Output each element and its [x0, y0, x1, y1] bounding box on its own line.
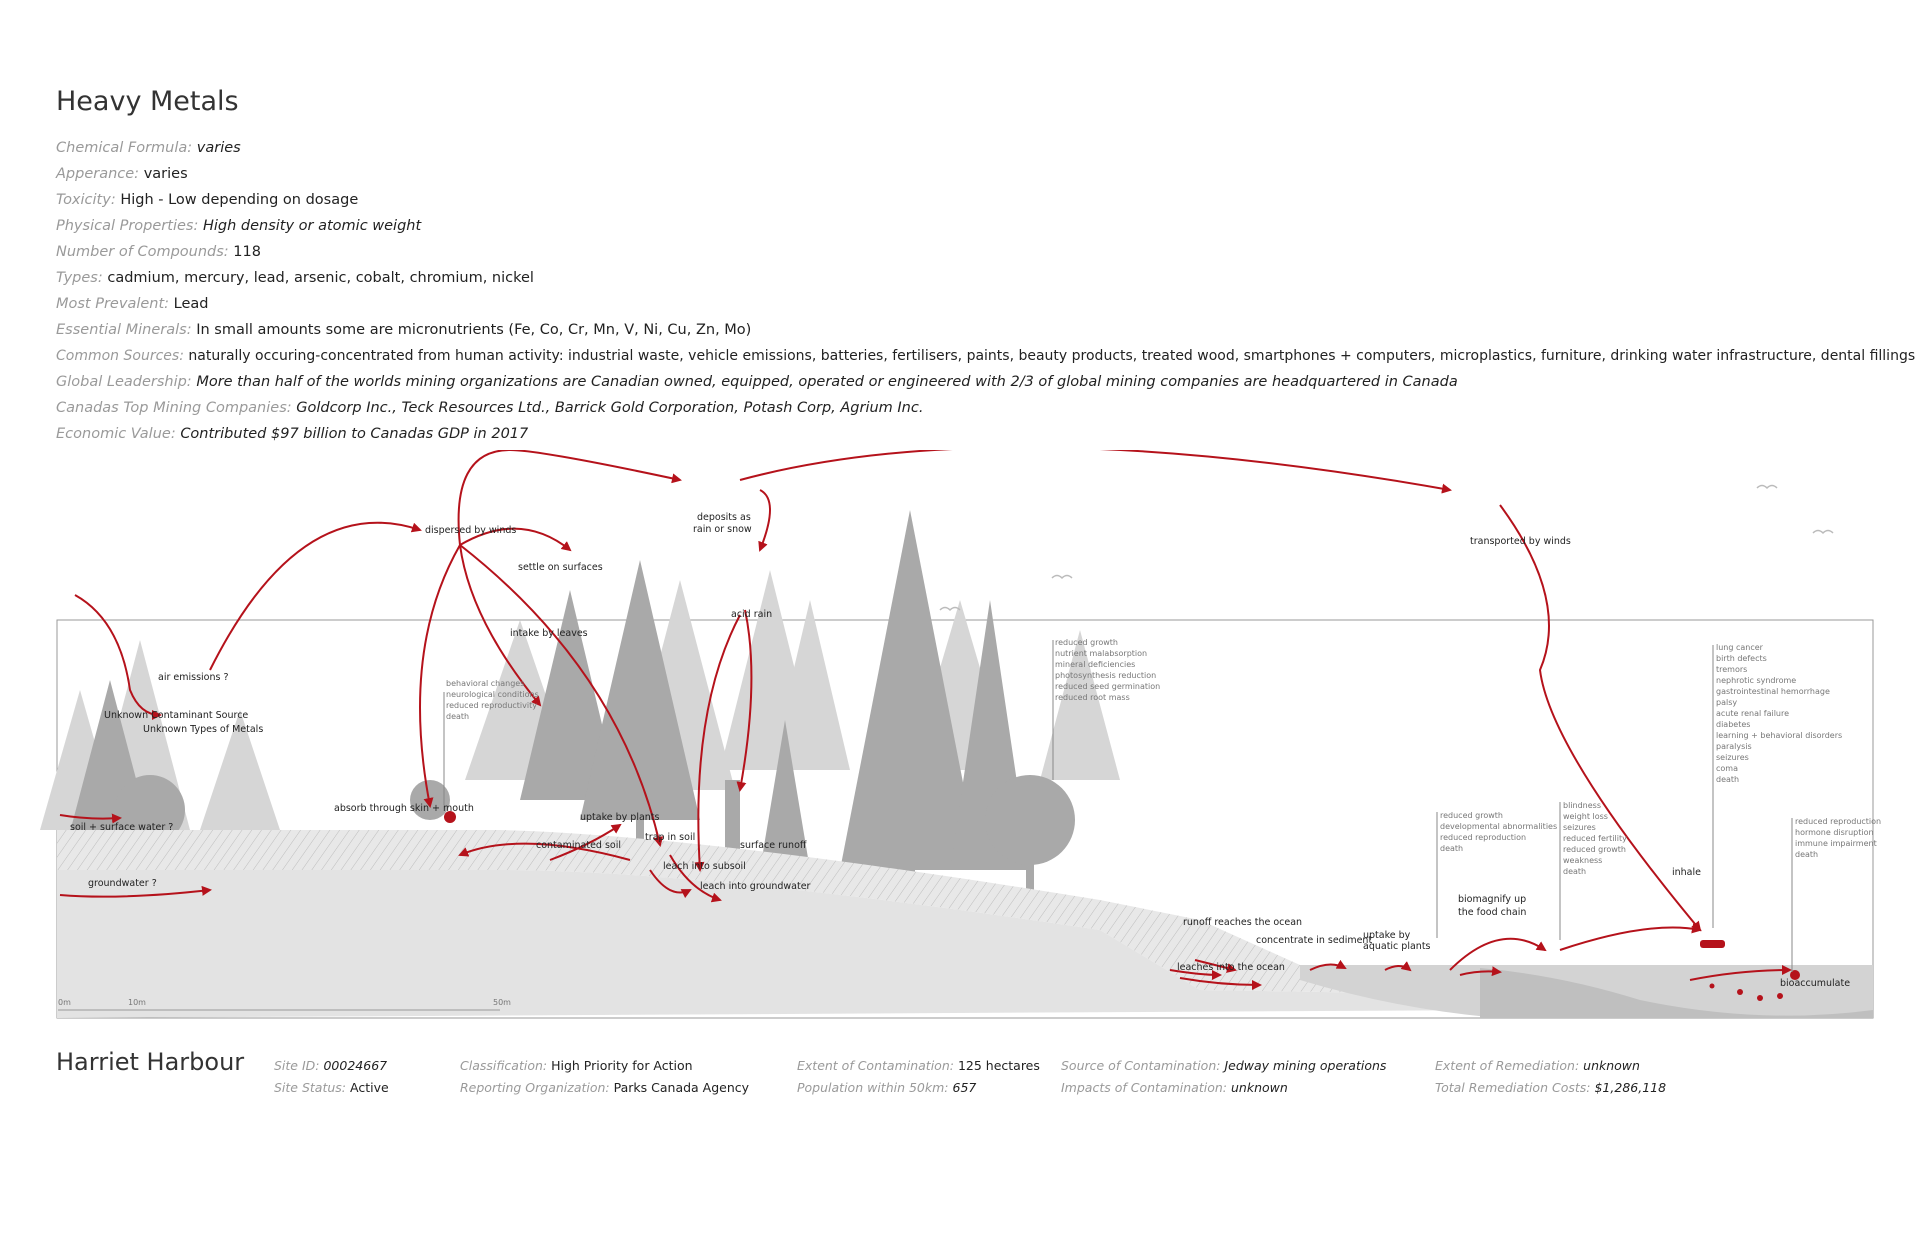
property-key: Apperance:: [56, 166, 140, 182]
label-bioaccumulate: bioaccumulate: [1780, 978, 1851, 989]
field-key: Extent of Contamination:: [797, 1058, 954, 1073]
field-key: Total Remediation Costs:: [1435, 1080, 1591, 1095]
effect-item: reduced fertility: [1563, 834, 1627, 843]
effect-item: weight loss: [1563, 812, 1608, 821]
field-value: Parks Canada Agency: [613, 1080, 750, 1095]
field-key: Reporting Organization:: [460, 1080, 610, 1095]
label-biomagnify-1: biomagnify up: [1458, 894, 1527, 905]
label-runoff-ocean: runoff reaches the ocean: [1183, 917, 1303, 928]
effect-item: reduced reproduction: [1795, 817, 1882, 826]
field-value: 657: [952, 1080, 977, 1095]
effect-item: reduced reproductivity: [446, 701, 537, 710]
effect-item: seizures: [1563, 823, 1596, 832]
effect-item: immune impairment: [1795, 839, 1877, 848]
label-rain-or-snow: rain or snow: [693, 524, 752, 535]
label-leach-subsoil: leach into subsoil: [663, 861, 746, 872]
label-leach-groundwater: leach into groundwater: [700, 881, 811, 892]
effect-item: death: [1440, 844, 1464, 853]
property-value: cadmium, mercury, lead, arsenic, cobalt, chromium, nickel: [107, 270, 534, 286]
site-name: Harriet Harbour: [56, 1048, 245, 1076]
effect-item: reduced growth: [1055, 638, 1118, 647]
property-value: Contributed $97 billion to Canadas GDP in 2017: [180, 426, 529, 442]
effect-item: death: [1716, 775, 1740, 784]
label-leaches-ocean: leaches into the ocean: [1177, 962, 1285, 973]
label-acid-rain: acid rain: [731, 609, 773, 620]
site-remediation-costs: [1435, 1080, 1666, 1095]
effect-item: neurological conditions: [446, 690, 539, 699]
property-toxicity: [56, 187, 1856, 213]
label-unknown-types: Unknown Types of Metals: [143, 724, 264, 735]
field-value: unknown: [1230, 1080, 1288, 1095]
label-trap-in-soil: trap in soil: [645, 832, 696, 843]
field-key: Classification:: [460, 1058, 548, 1073]
effect-item: learning + behavioral disorders: [1716, 731, 1843, 740]
label-groundwater: groundwater ?: [88, 878, 157, 889]
label-soil-surface-water: soil + surface water ?: [70, 822, 174, 833]
effect-item: seizures: [1716, 753, 1749, 762]
label-dispersed-by-winds: dispersed by winds: [425, 525, 517, 536]
effect-item: reduced reproduction: [1440, 833, 1527, 842]
property-value: varies: [143, 166, 188, 182]
effect-item: tremors: [1716, 665, 1748, 674]
field-value: High Priority for Action: [551, 1058, 693, 1073]
label-uptake-aquatic-2: aquatic plants: [1363, 941, 1431, 952]
effect-item: developmental abnormalities: [1440, 822, 1558, 831]
scale-label-50: 50m: [493, 998, 511, 1007]
site-remediation-extent: [1435, 1058, 1640, 1073]
property-economic: [56, 421, 1856, 447]
field-value: unknown: [1583, 1058, 1640, 1073]
effect-item: paralysis: [1716, 742, 1752, 751]
effect-item: lung cancer: [1716, 643, 1763, 652]
effect-item: blindness: [1563, 801, 1601, 810]
effect-item: death: [1563, 867, 1587, 876]
effect-item: mineral deficiencies: [1055, 660, 1136, 669]
effect-item: reduced root mass: [1055, 693, 1130, 702]
property-prevalent: [56, 291, 1856, 317]
properties-list: [56, 135, 1916, 447]
label-unknown-source: Unknown Contaminant Source: [104, 710, 249, 721]
page-title: Heavy Metals: [56, 86, 239, 117]
effect-item: nephrotic syndrome: [1716, 676, 1797, 685]
effect-item: death: [1795, 850, 1819, 859]
property-key: Essential Minerals:: [56, 322, 192, 338]
property-appearance: [56, 161, 1856, 187]
property-key: Physical Properties:: [56, 218, 199, 234]
property-companies: [56, 395, 1856, 421]
site-impacts: [1061, 1080, 1288, 1095]
property-value: Lead: [173, 296, 209, 312]
field-value: $1,286,118: [1594, 1080, 1667, 1095]
property-key: Toxicity:: [56, 192, 116, 208]
site-population: [797, 1080, 976, 1095]
bird-icon: [940, 486, 1833, 611]
label-inhale: inhale: [1672, 867, 1701, 878]
field-key: Impacts of Contamination:: [1061, 1080, 1227, 1095]
property-physical: [56, 213, 1856, 239]
field-key: Site Status:: [274, 1080, 347, 1095]
property-value: More than half of the worlds mining organizations are Canadian owned, equipped, operated or engineered with 2/3 of global mining companies are headquartered in Canada: [196, 374, 1458, 390]
scale-label-10: 10m: [128, 998, 146, 1007]
effects-humans: [1716, 643, 1842, 784]
effect-item: palsy: [1716, 698, 1738, 707]
effect-item: reduced growth: [1440, 811, 1503, 820]
field-value: Jedway mining operations: [1224, 1058, 1387, 1073]
property-key: Canadas Top Mining Companies:: [56, 400, 292, 416]
label-intake-by-leaves: intake by leaves: [510, 628, 588, 639]
effect-item: weakness: [1563, 856, 1603, 865]
label-deposits-as: deposits as: [697, 512, 751, 523]
property-value: Goldcorp Inc., Teck Resources Ltd., Barrick Gold Corporation, Potash Corp, Agrium Inc.: [296, 400, 924, 416]
site-id: [274, 1058, 387, 1073]
effect-item: coma: [1716, 764, 1738, 773]
property-value: varies: [196, 140, 241, 156]
property-chemical-formula: [56, 135, 1856, 161]
property-key: Number of Compounds:: [56, 244, 229, 260]
effect-item: gastrointestinal hemorrhage: [1716, 687, 1830, 696]
effect-item: acute renal failure: [1716, 709, 1790, 718]
label-settle-on-surfaces: settle on surfaces: [518, 562, 603, 573]
contamination-diagram: [0, 450, 1920, 1030]
label-biomagnify-2: the food chain: [1458, 907, 1527, 918]
effect-item: diabetes: [1716, 720, 1751, 729]
label-surface-runoff: surface runoff: [740, 840, 807, 851]
site-status: [274, 1080, 389, 1095]
label-absorb: absorb through skin + mouth: [334, 803, 474, 814]
property-types: [56, 265, 1856, 291]
property-key: Types:: [56, 270, 103, 286]
property-value: In small amounts some are micronutrients (Fe, Co, Cr, Mn, V, Ni, Cu, Zn, Mo): [196, 322, 752, 338]
field-key: Population within 50km:: [797, 1080, 949, 1095]
property-sources: [56, 343, 1916, 369]
property-compounds: [56, 239, 1856, 265]
effect-item: nutrient malabsorption: [1055, 649, 1148, 658]
field-key: Site ID:: [274, 1058, 320, 1073]
site-extent: [797, 1058, 1040, 1073]
field-key: Source of Contamination:: [1061, 1058, 1221, 1073]
property-value: naturally occuring-concentrated from human activity: industrial waste, vehicle emissions, batteries, fertilisers, paints, beauty products, treated wood, smartphones + computers, microplastics, furniture, drinking water infrastructure, dental fillings: [188, 348, 1916, 364]
site-classification: [460, 1058, 693, 1073]
label-contaminated-soil: contaminated soil: [536, 840, 621, 851]
effect-item: birth defects: [1716, 654, 1767, 663]
property-key: Common Sources:: [56, 348, 184, 364]
effect-item: behavioral changes: [446, 679, 525, 688]
field-value: 125 hectares: [957, 1058, 1040, 1073]
effect-item: hormone disruption: [1795, 828, 1874, 837]
label-transported-by-winds: transported by winds: [1470, 536, 1571, 547]
property-leadership: [56, 369, 1856, 395]
field-value: Active: [350, 1080, 389, 1095]
label-uptake-aquatic-1: uptake by: [1363, 930, 1411, 941]
property-key: Chemical Formula:: [56, 140, 193, 156]
effect-item: reduced growth: [1563, 845, 1626, 854]
property-key: Global Leadership:: [56, 374, 192, 390]
effects-marine: [1795, 817, 1881, 859]
effect-item: reduced seed germination: [1055, 682, 1161, 691]
property-value: 118: [233, 244, 261, 260]
label-concentrate-sediment: concentrate in sediment: [1256, 935, 1373, 946]
effects-birds: [1563, 801, 1627, 876]
effects-aquatic: [1440, 811, 1557, 853]
property-key: Most Prevalent:: [56, 296, 170, 312]
site-reporting-org: [460, 1080, 749, 1095]
property-value: High - Low depending on dosage: [120, 192, 359, 208]
property-key: Economic Value:: [56, 426, 176, 442]
field-key: Extent of Remediation:: [1435, 1058, 1580, 1073]
label-air-emissions: air emissions ?: [158, 672, 229, 683]
site-source: [1061, 1058, 1386, 1073]
property-value: High density or atomic weight: [202, 218, 422, 234]
field-value: 00024667: [323, 1058, 388, 1073]
effect-item: photosynthesis reduction: [1055, 671, 1157, 680]
label-uptake-by-plants: uptake by plants: [580, 812, 660, 823]
effect-item: death: [446, 712, 470, 721]
property-minerals: [56, 317, 1856, 343]
scale-label-0: 0m: [58, 998, 71, 1007]
